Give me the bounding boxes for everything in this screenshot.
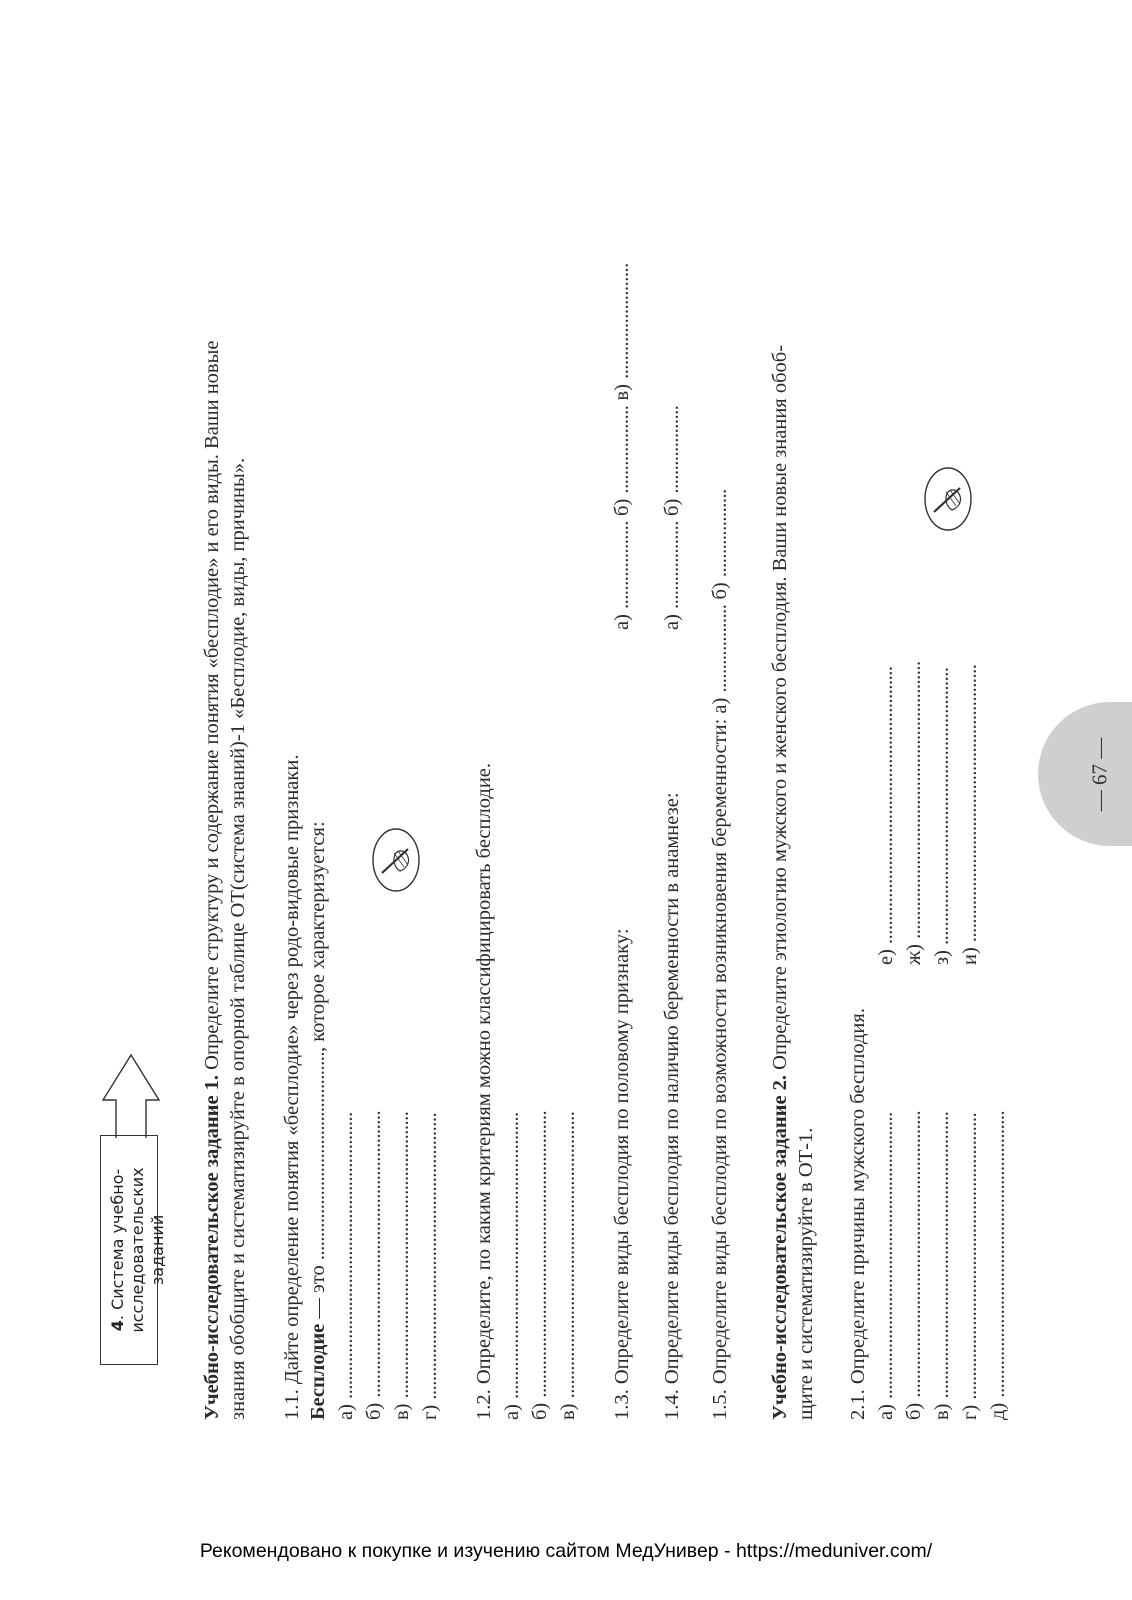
item-label: а) [501, 1404, 523, 1420]
task2-line2: щите и систематизируйте в ОТ-1. [795, 1127, 817, 1420]
answer-blank[interactable]: ............................................................ [903, 661, 925, 939]
task2-text: Определите этиологию мужского и женского бесплодия. Ваши новые знания обоб- [769, 344, 791, 1075]
item-label: б) [611, 498, 633, 516]
q11-definition [306, 821, 330, 1420]
item-label: г) [959, 1404, 981, 1420]
section-label-line2: исследовательских заданий [128, 1167, 167, 1333]
definition-tail: , которое характеризуется: [307, 821, 329, 1052]
task2-title: Учебно-исследовательское задание 2. [769, 1074, 791, 1420]
answer-blank[interactable]: ................... [709, 604, 731, 693]
section-label-line1: . Система учебно- [108, 1168, 127, 1321]
q12-item [500, 1112, 524, 1420]
q12-text: 1.2. Определите, по каким критериям можно классифицировать бесплодие. [473, 762, 495, 1420]
answer-blank[interactable]: ................... [709, 489, 731, 578]
q15-text [708, 489, 732, 1420]
page-number-wrap [1076, 702, 1124, 846]
footer-text: Рекомендовано к покупке и изучению сайтом МедУнивер - https://meduniver.com/ [199, 1540, 933, 1562]
answer-blank[interactable]: .............................................................. [391, 1111, 413, 1399]
answer-blank[interactable]: .............................................................. [363, 1110, 385, 1398]
q14-text: 1.4. Определите виды бесплодия по наличию беременности в анамнезе: [661, 792, 683, 1420]
item-label: а) [875, 1404, 897, 1420]
rotated-content [100, 110, 1009, 1420]
answer-blank[interactable]: .............................................................. [931, 1111, 953, 1399]
answer-blank[interactable]: .............................................................. [335, 1112, 357, 1399]
definition-dash: — это [307, 1260, 329, 1324]
pen-writing-icon [370, 827, 422, 893]
answer-blank[interactable]: ............................................................ [875, 666, 897, 944]
answer-blank[interactable]: .............................................................. [501, 1112, 523, 1399]
pen-writing-icon [922, 466, 974, 532]
item-label: б) [661, 498, 683, 516]
answer-blank[interactable]: .............................................................. [875, 1112, 897, 1399]
q21-text: 2.1. Определите причины мужского бесплодия. [847, 1008, 869, 1420]
answer-blank[interactable]: ................... [661, 521, 683, 609]
q12-item [528, 1111, 552, 1420]
answer-blank[interactable]: ............................................................ [959, 664, 981, 943]
q11-item [362, 1111, 386, 1420]
item-label: в) [557, 1403, 579, 1420]
q21-item [902, 1111, 926, 1420]
item-label: б) [363, 1402, 385, 1420]
item-label: д) [987, 1402, 1009, 1420]
answer-blank[interactable]: .............................................................. [419, 1112, 441, 1400]
q21-item [902, 661, 926, 965]
answer-blank[interactable]: ................... [611, 405, 633, 494]
q21-item [874, 1112, 898, 1420]
answer-blank[interactable]: ............................................................ [931, 667, 953, 945]
task1-title: Учебно-исследовательское задание 1. [201, 1074, 223, 1420]
answer-blank[interactable]: ................... [661, 405, 683, 494]
q11-item [390, 1112, 414, 1420]
answer-blank[interactable]: .............................................................. [557, 1111, 579, 1399]
q21-item [958, 665, 982, 965]
item-label: г) [419, 1404, 441, 1420]
answer-blank[interactable]: ......................... [611, 263, 633, 379]
q13-text: 1.3. Определите виды бесплодия по половому признаку: [611, 928, 633, 1420]
section-label-box [100, 1135, 167, 1365]
q21-item [930, 667, 954, 965]
q15-question: 1.5. Определите виды бесплодия по возможности возникновения беременности: [709, 718, 731, 1420]
item-label: ж) [903, 944, 925, 965]
task2-line1 [768, 345, 792, 1420]
item-label: з) [931, 950, 953, 965]
page-number-tab [1038, 702, 1132, 846]
definition-term: Бесплодие [307, 1323, 329, 1420]
definition-blank[interactable]: ............................................. [307, 1051, 329, 1261]
q11-item [418, 1113, 442, 1420]
item-label: а) [335, 1404, 357, 1420]
item-label: в) [931, 1403, 953, 1420]
task1-line2: знания обобщите и систематизируйте в опорной таблице ОТ(система знаний)-1 «Бесплодие, виды, причины». [227, 457, 249, 1420]
answer-blank[interactable]: .............................................................. [959, 1112, 981, 1400]
item-label: а) [611, 614, 633, 630]
q21-item [930, 1112, 954, 1420]
item-label: а) [661, 614, 683, 630]
item-label: и) [959, 947, 981, 965]
item-label: б) [903, 1402, 925, 1420]
section-number: 4 [108, 1320, 127, 1332]
answer-blank[interactable]: .............................................................. [529, 1110, 551, 1398]
q21-item [874, 666, 898, 965]
item-label: в) [391, 1403, 413, 1420]
q21-item [986, 1111, 1010, 1420]
q21-item [958, 1113, 982, 1420]
q14-answers [660, 406, 684, 630]
item-label: в) [611, 384, 633, 401]
task1-text: Определите структуру и содержание понятия «бесплодие» и его виды. Ваши новые [201, 340, 223, 1075]
q11-text: 1.1. Дайте определение понятия «бесплодие» через родо-видовые признаки. [281, 754, 303, 1420]
answer-blank[interactable]: .............................................................. [903, 1110, 925, 1398]
item-label: б) [709, 582, 731, 600]
q13-answers [610, 263, 634, 630]
right-arrow-icon [100, 1030, 162, 1140]
item-label: б) [529, 1402, 551, 1420]
item-label: е) [875, 949, 897, 965]
q11-item [334, 1112, 358, 1420]
item-label: а) [709, 697, 731, 714]
answer-blank[interactable]: ................... [611, 521, 633, 609]
task1-line1 [200, 341, 224, 1420]
page-number: — 67 — [1087, 737, 1112, 811]
q12-item [556, 1112, 580, 1420]
answer-blank[interactable]: .............................................................. [987, 1110, 1009, 1398]
